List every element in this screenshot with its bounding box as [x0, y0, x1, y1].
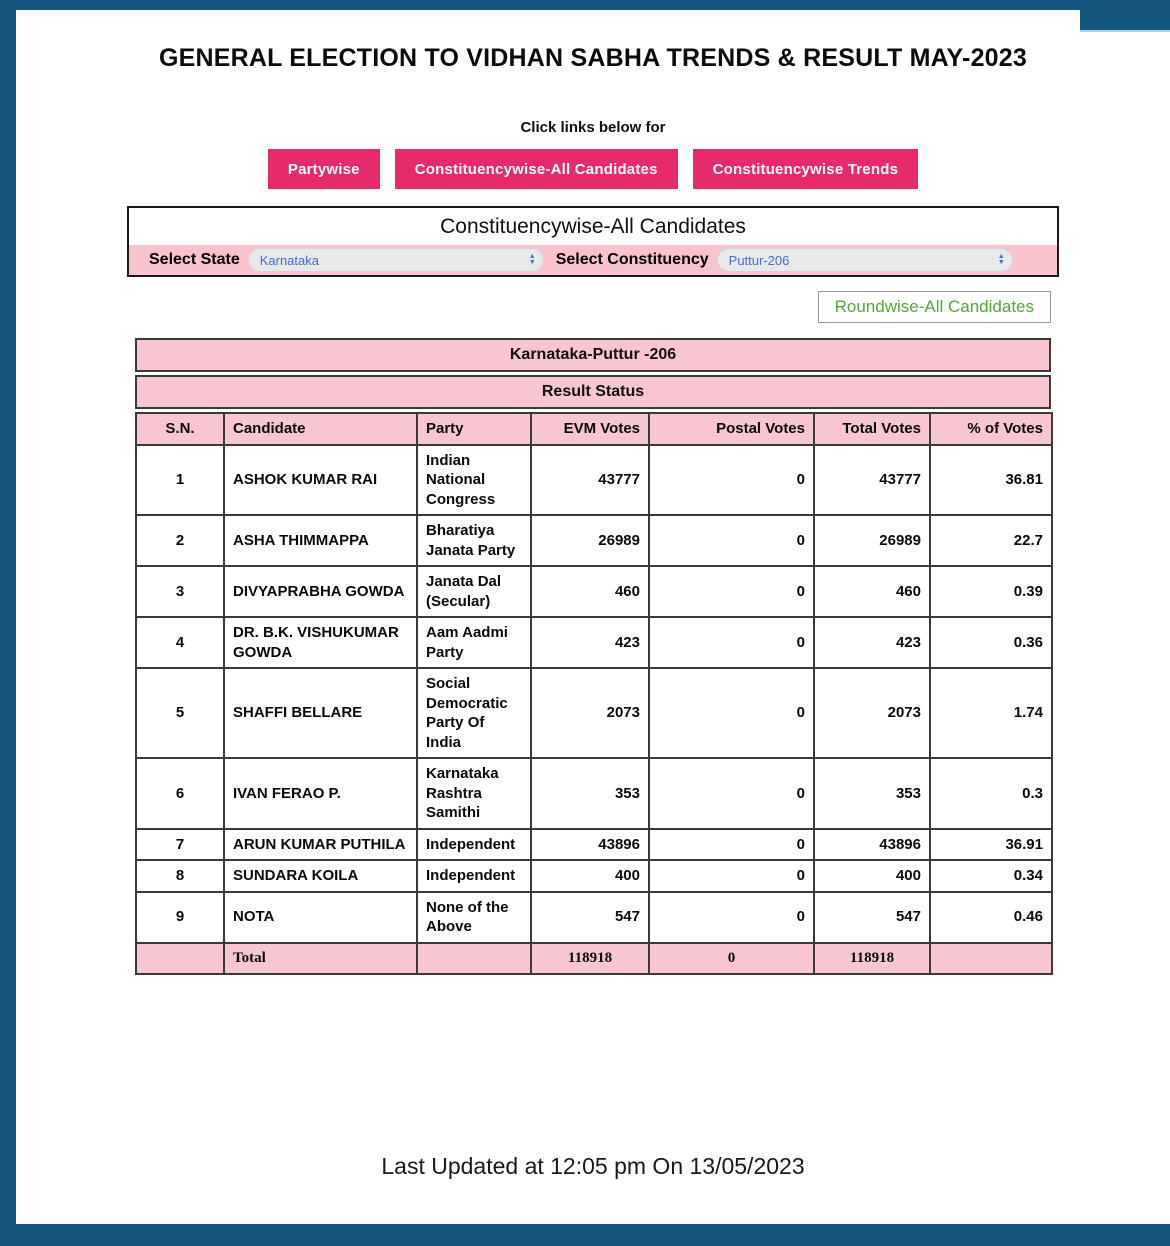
table-row [136, 668, 1052, 758]
chevron-updown-icon: ▲ ▼ [997, 253, 1005, 266]
table-row [136, 515, 1052, 566]
table-row [136, 445, 1052, 516]
cell-sn: 9 [136, 892, 224, 943]
cell-pct: 0.3 [930, 758, 1052, 829]
col-header-party: Party [417, 413, 531, 445]
chevron-updown-icon: ▲ ▼ [528, 253, 536, 266]
cell-total: 26989 [814, 515, 930, 566]
cell-total: 353 [814, 758, 930, 829]
cell-total: 460 [814, 566, 930, 617]
table-row [136, 566, 1052, 617]
constituencywise-trends-button[interactable]: Constituencywise Trends [693, 149, 918, 189]
cell-total: 547 [814, 892, 930, 943]
page-title: GENERAL ELECTION TO VIDHAN SABHA TRENDS & RESULT MAY-2023 [158, 44, 1027, 72]
table-row [136, 758, 1052, 829]
cell-postal: 0 [649, 758, 814, 829]
cell-party: Indian National Congress [417, 445, 531, 516]
cell-evm: 26989 [531, 515, 649, 566]
cell-pct: 22.7 [930, 515, 1052, 566]
cell-party: Independent [417, 829, 531, 861]
roundwise-all-candidates-link[interactable]: Roundwise-All Candidates [818, 291, 1051, 323]
select-state-label: Select State [149, 251, 240, 268]
cell-candidate: ARUN KUMAR PUTHILA [224, 829, 417, 861]
total-cell-pct [930, 943, 1052, 975]
cell-candidate: DR. B.K. VISHUKUMAR GOWDA [224, 617, 417, 668]
total-cell-total: 118918 [814, 943, 930, 975]
cell-postal: 0 [649, 566, 814, 617]
table-row [136, 892, 1052, 943]
constituency-select-value: Puttur-206 [728, 252, 790, 268]
result-status-bar: Result Status [135, 375, 1051, 409]
cell-candidate: ASHA THIMMAPPA [224, 515, 417, 566]
result-table-body [136, 445, 1052, 943]
cell-sn: 3 [136, 566, 224, 617]
cell-candidate: IVAN FERAO P. [224, 758, 417, 829]
frame-top-right-notch [1080, 10, 1170, 32]
col-header-evm-votes: EVM Votes [531, 413, 649, 445]
cell-candidate: DIVYAPRABHA GOWDA [224, 566, 417, 617]
cell-evm: 2073 [531, 668, 649, 758]
col-header-postal-votes: Postal Votes [649, 413, 814, 445]
col-header-pct-votes: % of Votes [930, 413, 1052, 445]
cell-candidate: ASHOK KUMAR RAI [224, 445, 417, 516]
cell-evm: 547 [531, 892, 649, 943]
cell-party: Social Democratic Party Of India [417, 668, 531, 758]
col-header-total-votes: Total Votes [814, 413, 930, 445]
col-header-sn: S.N. [136, 413, 224, 445]
cell-sn: 2 [136, 515, 224, 566]
cell-sn: 7 [136, 829, 224, 861]
roundwise-link-row [135, 291, 1051, 323]
col-header-candidate: Candidate [224, 413, 417, 445]
results-table [135, 412, 1053, 975]
region-title-bar: Karnataka-Puttur -206 [135, 338, 1051, 372]
total-cell-label: Total [224, 943, 417, 975]
cell-evm: 43896 [531, 829, 649, 861]
table-header-row [136, 413, 1052, 445]
cell-evm: 400 [531, 860, 649, 892]
cell-candidate: NOTA [224, 892, 417, 943]
total-cell-evm: 118918 [531, 943, 649, 975]
cell-postal: 0 [649, 829, 814, 861]
cell-pct: 0.39 [930, 566, 1052, 617]
state-select[interactable] [248, 248, 544, 272]
result-table-section [135, 338, 1051, 975]
cell-party: None of the Above [417, 892, 531, 943]
table-row [136, 617, 1052, 668]
last-updated-text: Last Updated at 12:05 pm On 13/05/2023 [381, 1153, 805, 1179]
cell-candidate: SHAFFI BELLARE [224, 668, 417, 758]
cell-candidate: SUNDARA KOILA [224, 860, 417, 892]
state-select-value: Karnataka [259, 252, 319, 268]
cell-sn: 5 [136, 668, 224, 758]
cell-party: Bharatiya Janata Party [417, 515, 531, 566]
table-row [136, 860, 1052, 892]
cell-sn: 8 [136, 860, 224, 892]
cell-total: 400 [814, 860, 930, 892]
filter-panel-heading: Constituencywise-All Candidates [440, 215, 746, 238]
total-cell-sn [136, 943, 224, 975]
cell-total: 43896 [814, 829, 930, 861]
cell-postal: 0 [649, 515, 814, 566]
filter-panel [127, 206, 1059, 277]
cell-evm: 353 [531, 758, 649, 829]
cell-party: Janata Dal (Secular) [417, 566, 531, 617]
total-row [136, 943, 1052, 975]
cell-total: 43777 [814, 445, 930, 516]
nav-buttons [16, 149, 1170, 189]
constituencywise-all-candidates-button[interactable]: Constituencywise-All Candidates [395, 149, 678, 189]
cell-pct: 1.74 [930, 668, 1052, 758]
cell-sn: 1 [136, 445, 224, 516]
cell-evm: 43777 [531, 445, 649, 516]
cell-evm: 460 [531, 566, 649, 617]
cell-postal: 0 [649, 445, 814, 516]
select-constituency-label: Select Constituency [555, 251, 709, 268]
cell-pct: 0.34 [930, 860, 1052, 892]
cell-party: Karnataka Rashtra Samithi [417, 758, 531, 829]
cell-sn: 4 [136, 617, 224, 668]
cell-total: 2073 [814, 668, 930, 758]
cell-party: Independent [417, 860, 531, 892]
table-row [136, 829, 1052, 861]
cell-total: 423 [814, 617, 930, 668]
cell-pct: 0.36 [930, 617, 1052, 668]
cell-postal: 0 [649, 668, 814, 758]
total-cell-party [417, 943, 531, 975]
cell-pct: 36.91 [930, 829, 1052, 861]
cell-evm: 423 [531, 617, 649, 668]
click-links-label: Click links below for [520, 119, 666, 136]
cell-party: Aam Aadmi Party [417, 617, 531, 668]
cell-postal: 0 [649, 892, 814, 943]
cell-postal: 0 [649, 860, 814, 892]
cell-pct: 0.46 [930, 892, 1052, 943]
filter-strip [129, 245, 1057, 275]
cell-sn: 6 [136, 758, 224, 829]
cell-pct: 36.81 [930, 445, 1052, 516]
total-cell-postal: 0 [649, 943, 814, 975]
cell-postal: 0 [649, 617, 814, 668]
constituency-select[interactable] [717, 248, 1013, 272]
partywise-button[interactable]: Partywise [268, 149, 380, 189]
